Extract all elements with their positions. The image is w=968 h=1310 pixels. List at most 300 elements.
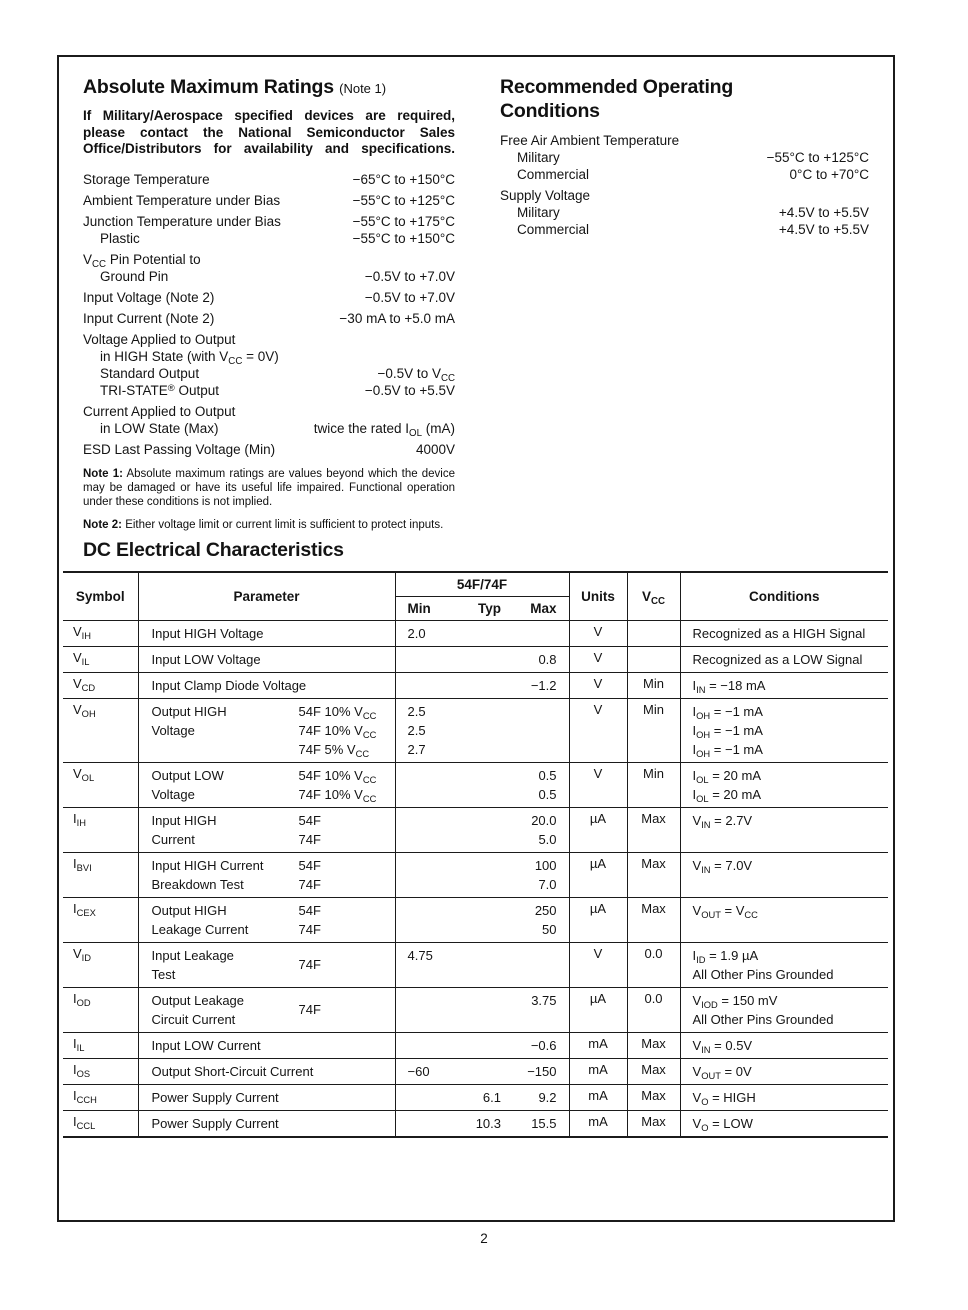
cell-line: Breakdown Test [151,876,244,892]
cell-line: 74F [298,831,321,847]
cell-line: Output LOW [151,767,224,783]
parameter-name [152,856,299,894]
spec-label: Input Current (Note 2) [83,310,215,326]
cell-symbol: $I_{BVI}$ [63,852,138,897]
cell-typ [453,1084,511,1110]
parameter-variant [299,702,377,759]
parameter-variant [299,1000,321,1019]
cell-vcc: Max [627,1058,680,1084]
abs-max-list [83,171,455,458]
cell-line: Input HIGH Voltage [151,625,264,641]
cell-typ [453,762,511,807]
cell-parameter [138,646,395,672]
cell-symbol: $I_{IH}$ [63,807,138,852]
cell-units: mA [569,1110,627,1137]
cell-line: 2.5 [407,703,426,719]
spec-row [83,213,455,230]
cell-line: 4.75 [407,947,433,963]
cell-line: Output HIGH [151,703,227,719]
spec-value: −30 mA to +5.0 mA [339,310,455,326]
cell-conditions [680,1110,888,1137]
cell-min [395,1084,453,1110]
cell-vcc [627,646,680,672]
cell-line: 50 [542,921,557,937]
cell-min [395,987,453,1032]
cell-max [511,1084,569,1110]
cell-min [395,1110,453,1137]
spec-label: Commercial [517,167,590,182]
spec-label: Ground Pin [100,268,169,284]
parameter-variant [299,766,377,804]
cell-units: V [569,762,627,807]
spec-row [83,441,455,458]
cell-conditions [680,987,888,1032]
parameter-name [152,946,299,984]
cell-min [395,942,453,987]
parameter-name [152,1088,299,1107]
spec-label: Standard Output [100,365,200,381]
spec-row [83,171,455,188]
cell-line: Output HIGH [151,902,227,918]
spec-label: Voltage Applied to Output [83,331,236,347]
spec-label: $V_{CC}$ Pin Potential to [83,251,201,270]
cell-line: $V_{IN} = 2.7V$ [692,812,753,830]
spec-row [83,310,455,327]
cell-line: Input HIGH Current [151,857,264,873]
recommended-operating-conditions-section [500,75,869,532]
cell-parameter [138,897,395,942]
cell-line: $I_{OL} = 20$ mA [692,767,761,785]
cell-conditions [680,897,888,942]
cell-line: $I_{IN} = -18$ mA [692,677,766,695]
cell-min [395,852,453,897]
cell-line: 5.0 [538,831,557,847]
rec-op-title: Recommended Operating Conditions [500,76,734,122]
cell-line: Power Supply Current [151,1115,279,1131]
cell-max [511,1058,569,1084]
table-row [63,698,888,762]
cell-units: µA [569,807,627,852]
cell-line: $I_{OH} = -1$ mA [692,741,763,759]
cell-min [395,762,453,807]
spec-label: Junction Temperature under Bias [83,213,281,229]
cell-line: Current [151,831,195,847]
cell-line: 74F 10% $V_{CC}$ [298,786,377,804]
cell-symbol: $I_{IL}$ [63,1032,138,1058]
cell-symbol: $V_{IL}$ [63,646,138,672]
col-header-parameter: Parameter [138,572,395,621]
cell-min [395,807,453,852]
cell-line: Leakage Current [151,921,249,937]
absolute-maximum-ratings-section [83,75,455,532]
table-row [63,672,888,698]
cell-conditions [680,646,888,672]
spec-label: Storage Temperature [83,171,210,187]
table-row [63,646,888,672]
spec-value: +4.5V to +5.5V [778,205,869,220]
cell-line: $I_{OH} = -1$ mA [692,703,763,721]
spec-label: Military [517,150,560,165]
cell-line: Voltage [151,722,195,738]
cell-line: 74F 5% $V_{CC}$ [298,741,370,759]
dc-table-body [63,620,888,1137]
cell-vcc: Min [627,672,680,698]
cell-max [511,1032,569,1058]
spec-value: −0.5V to +7.0V [364,268,455,284]
cell-typ [453,672,511,698]
cell-units: mA [569,1084,627,1110]
cell-units: V [569,646,627,672]
parameter-name [152,1114,299,1133]
cell-line: Output Short-Circuit Current [151,1063,314,1079]
spec-label: Supply Voltage [500,188,591,203]
parameter-name [152,1036,299,1055]
rec-op-list [500,132,869,238]
spec-label: Military [517,205,560,220]
cell-conditions [680,698,888,762]
cell-units: µA [569,852,627,897]
cell-units: mA [569,1058,627,1084]
cell-line: 74F [298,957,321,972]
cell-line: Circuit Current [151,1011,236,1027]
cell-line: $V_{OUT} = V_{CC}$ [692,902,758,920]
cell-typ [453,1110,511,1137]
cell-parameter [138,672,395,698]
cell-min [395,620,453,646]
cell-symbol: $V_{IH}$ [73,623,92,641]
cell-symbol: $V_{CD}$ [63,672,138,698]
cell-line: All Other Pins Grounded [692,966,834,982]
cell-conditions [680,1032,888,1058]
cell-typ [453,897,511,942]
cell-min [395,646,453,672]
spec-row [83,365,455,382]
spec-row [500,221,869,238]
cell-line: $V_O$ = LOW [692,1115,753,1133]
cell-line: 100 [534,857,557,873]
cell-parameter [138,1058,395,1084]
spec-label: in LOW State (Max) [100,420,219,436]
table-row [63,987,888,1032]
cell-parameter [138,762,395,807]
spec-row [83,268,455,285]
cell-typ [453,1058,511,1084]
cell-conditions [680,1084,888,1110]
page-frame [57,55,895,1222]
cell-max [511,672,569,698]
cell-line: −150 [527,1063,557,1079]
cell-line: −0.6 [530,1037,557,1053]
parameter-variant [299,901,321,939]
note-1-label: Note 1: [83,467,123,480]
spec-label: Free Air Ambient Temperature [500,133,680,148]
table-row [63,1058,888,1084]
cell-line: 74F 10% $V_{CC}$ [298,722,377,740]
cell-vcc: 0.0 [627,942,680,987]
cell-typ [453,1032,511,1058]
cell-max [511,852,569,897]
col-header-max: Max [511,596,569,620]
cell-line: Voltage [151,786,195,802]
cell-line: 9.2 [538,1089,557,1105]
cell-line: 2.5 [407,722,426,738]
parameter-variant [299,856,321,894]
cell-line: $V_{OUT} = 0V$ [692,1063,752,1081]
spec-row [83,230,455,247]
cell-line: 54F 10% $V_{CC}$ [298,703,377,721]
spec-label: Ambient Temperature under Bias [83,192,281,208]
cell-vcc: Max [627,1084,680,1110]
col-header-conditions: Conditions [680,572,888,621]
cell-typ [453,620,511,646]
table-row [63,807,888,852]
cell-line: 0.5 [538,786,557,802]
cell-typ [453,942,511,987]
cell-max [511,620,569,646]
cell-max [511,897,569,942]
note-1-text: Absolute maximum ratings are values beyond which the device may be damaged or have its useful life impaired. Functional operation under these conditions is not implied. [83,467,456,508]
cell-line: $V_O$ = HIGH [692,1089,756,1107]
parameter-variant [299,955,321,974]
spec-value: 4000V [415,441,455,457]
cell-conditions [680,852,888,897]
parameter-name [152,991,299,1029]
cell-line: −1.2 [530,677,557,693]
cell-units: V [569,620,627,646]
spec-label: ESD Last Passing Voltage (Min) [83,441,276,457]
cell-min [395,672,453,698]
cell-line: 54F [298,812,321,828]
spec-value: −0.5V to +5.5V [364,382,455,398]
cell-line: 20.0 [531,812,557,828]
cell-typ [453,698,511,762]
note-1 [83,467,455,509]
cell-parameter [138,987,395,1032]
cell-line: $I_{OL} = 20$ mA [692,786,761,804]
parameter-name [152,901,299,939]
col-header-typ: Typ [453,596,511,620]
spec-row [83,289,455,306]
page-number: 2 [480,1231,488,1246]
dc-table-header [63,572,888,621]
spec-value: −0.5V to +7.0V [364,289,455,305]
spec-label: Plastic [100,230,140,246]
cell-parameter [138,620,395,646]
spec-row [83,348,455,365]
cell-line: Test [151,966,176,982]
cell-line: 3.75 [531,992,557,1008]
col-header-symbol: Symbol [63,572,138,621]
cell-line: 0.8 [538,651,557,667]
parameter-name [152,811,299,849]
spec-row [83,382,455,399]
table-row [63,942,888,987]
cell-symbol: $I_{OD}$ [63,987,138,1032]
cell-vcc: 0.0 [627,987,680,1032]
cell-line: $I_{ID} = 1.9$ µA [692,947,759,965]
parameter-name [151,1062,314,1081]
parameter-name [151,676,307,695]
cell-parameter [138,1110,395,1137]
cell-line: 54F 10% $V_{CC}$ [298,767,377,785]
cell-symbol: $I_{CEX}$ [63,897,138,942]
cell-line: Power Supply Current [151,1089,279,1105]
cell-conditions [680,942,888,987]
cell-line: 54F [298,857,321,873]
abs-max-title-text: Absolute Maximum Ratings [83,76,334,98]
cell-max [511,942,569,987]
cell-parameter [138,1084,395,1110]
cell-parameter [138,852,395,897]
parameter-name [152,766,299,804]
cell-max [511,807,569,852]
table-row [63,620,888,646]
table-row [63,1110,888,1137]
cell-parameter [138,1032,395,1058]
cell-min [395,897,453,942]
abs-max-title [83,75,455,101]
spec-value: −0.5V to $V_{CC}$ [377,365,455,384]
cell-max [511,987,569,1032]
spec-label: TRI-STATE® Output [100,382,219,398]
cell-vcc: Max [627,897,680,942]
spec-value: +4.5V to +5.5V [778,222,869,237]
cell-vcc: Min [627,762,680,807]
table-row [63,762,888,807]
spec-row [83,251,455,268]
cell-line: 0.5 [538,767,557,783]
abs-max-title-note-ref: (Note 1) [339,81,387,96]
cell-line: 74F [298,876,321,892]
col-header-54f-74f: 54F/74F [395,572,569,597]
cell-units: V [569,698,627,762]
cell-line: 74F [298,1002,321,1017]
cell-min [395,1058,453,1084]
spec-row [83,420,455,437]
cell-symbol: $I_{CCL}$ [63,1110,138,1137]
dc-table [63,571,888,1138]
top-columns [83,75,869,532]
spec-label: Commercial [517,222,590,237]
cell-line: Recognized as a HIGH Signal [692,625,866,641]
parameter-name [152,702,299,759]
note-2-label: Note 2: [83,518,122,531]
cell-line: Input LOW Current [151,1037,261,1053]
cell-parameter [138,807,395,852]
spec-value: −55°C to +125°C [352,192,455,208]
cell-line: 2.0 [407,625,426,641]
cell-line: 250 [534,902,557,918]
cell-units: µA [569,987,627,1032]
parameter-name [152,650,299,669]
note-2 [83,518,455,532]
cell-conditions [680,1058,888,1084]
cell-line: Input Leakage [151,947,234,963]
cell-typ [453,852,511,897]
cell-min [395,1032,453,1058]
cell-line: Input Clamp Diode Voltage [151,677,307,693]
cell-conditions [680,762,888,807]
cell-line: −60 [407,1063,430,1079]
cell-line: 74F [298,921,321,937]
table-row [63,852,888,897]
parameter-name [152,624,299,643]
spec-row [83,192,455,209]
spec-row [500,187,869,204]
cell-line: All Other Pins Grounded [692,1011,834,1027]
spec-row [500,132,869,149]
note-2-text: Either voltage limit or current limit is sufficient to protect inputs. [125,518,444,531]
cell-line: $V_{IN} = 0.5V$ [692,1037,753,1055]
cell-units: V [569,942,627,987]
spec-value: 0°C to +70°C [789,167,869,182]
col-header-units: Units [569,572,627,621]
cell-symbol: $I_{OS}$ [63,1058,138,1084]
dc-characteristics-title: DC Electrical Characteristics [83,538,344,561]
military-aerospace-notice: If Military/Aerospace specified devices are required, please contact the National Semiconductor Sales Office/Distributors for availability and specifications. [83,108,455,156]
cell-vcc: Max [627,1032,680,1058]
cell-vcc: Max [627,1110,680,1137]
spec-label: Input Voltage (Note 2) [83,289,215,305]
spec-label: Current Applied to Output [83,403,236,419]
col-header-vcc: $V_{CC}$ [627,572,680,621]
cell-line: 6.1 [482,1089,501,1105]
cell-min [395,698,453,762]
parameter-variant [299,811,321,849]
cell-line: Input LOW Voltage [151,651,261,667]
spec-value: −55°C to +150°C [352,230,455,246]
table-row [63,897,888,942]
cell-vcc [627,620,680,646]
cell-typ [453,807,511,852]
cell-typ [453,987,511,1032]
spec-value: −55°C to +175°C [352,213,455,229]
spec-value: twice the rated $I_{OL}$ (mA) [313,420,455,439]
cell-max [511,646,569,672]
spec-value: −65°C to +150°C [352,171,455,187]
cell-line: Recognized as a LOW Signal [692,651,863,667]
spec-row [500,204,869,221]
cell-line: $V_{IOD} = 150$ mV [692,992,778,1010]
cell-line: 2.7 [407,741,426,757]
cell-units: mA [569,1032,627,1058]
cell-max [511,1110,569,1137]
cell-symbol: $I_{CCH}$ [63,1084,138,1110]
spec-label: in HIGH State (with $V_{CC} = 0V$) [100,348,279,367]
cell-max [511,762,569,807]
cell-symbol: $V_{OH}$ [63,698,138,762]
cell-parameter [138,942,395,987]
cell-typ [453,646,511,672]
cell-vcc: Max [627,852,680,897]
spec-row [83,331,455,348]
cell-line: 10.3 [475,1115,501,1131]
spec-row [500,149,869,166]
cell-line: $V_{IN} = 7.0V$ [692,857,753,875]
table-row [63,1032,888,1058]
cell-conditions [680,807,888,852]
cell-line: 54F [298,902,321,918]
cell-line: Output Leakage [151,992,245,1008]
cell-vcc: Min [627,698,680,762]
cell-line: Input HIGH [151,812,217,828]
cell-parameter [138,698,395,762]
cell-units: µA [569,897,627,942]
cell-conditions [680,672,888,698]
cell-symbol: $V_{OL}$ [63,762,138,807]
spec-row [83,403,455,420]
table-row [63,1084,888,1110]
